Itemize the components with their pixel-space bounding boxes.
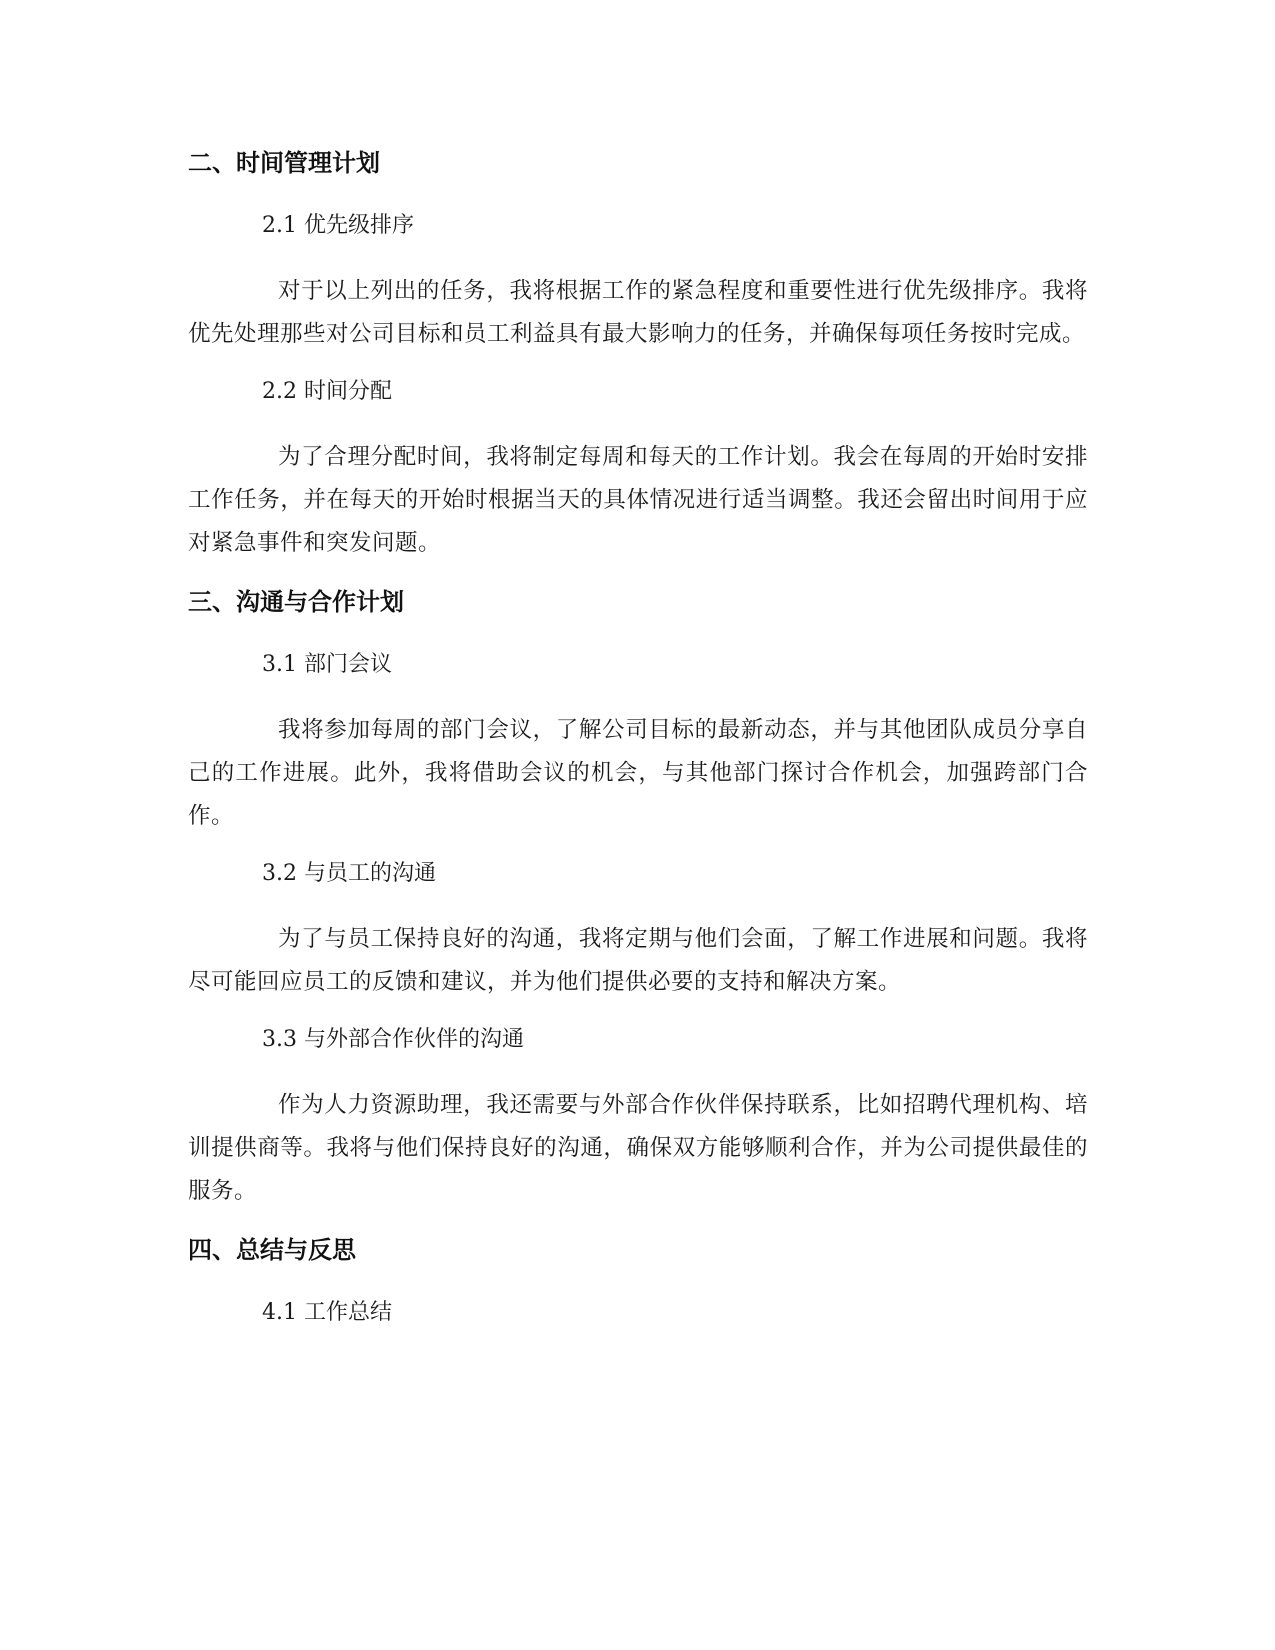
subheading-2-1: 2.1 优先级排序 xyxy=(262,213,414,238)
paragraph-2-2: 为了合理分配时间，我将制定每周和每天的工作计划。我会在每周的开始时安排工作任务，并在每天的开始时根据当天的具体情况进行适当调整。我还会留出时间用于应对紧急事件和突发问题。 xyxy=(188,444,1088,556)
subheading-4-1: 4.1 工作总结 xyxy=(262,1300,392,1325)
section-heading-time-management: 二、时间管理计划 xyxy=(188,149,380,177)
paragraph-3-3: 作为人力资源助理，我还需要与外部合作伙伴保持联系，比如招聘代理机构、培训提供商等。我将与他们保持良好的沟通，确保双方能够顺利合作，并为公司提供最佳的服务。 xyxy=(188,1092,1088,1204)
section-heading-summary: 四、总结与反思 xyxy=(188,1236,356,1264)
paragraph-3-1: 我将参加每周的部门会议，了解公司目标的最新动态，并与其他团队成员分享自己的工作进展。此外，我将借助会议的机会，与其他部门探讨合作机会，加强跨部门合作。 xyxy=(188,717,1088,829)
document-body xyxy=(188,146,1088,1357)
section-heading-communication: 三、沟通与合作计划 xyxy=(188,588,404,616)
paragraph-2-1: 对于以上列出的任务，我将根据工作的紧急程度和重要性进行优先级排序。我将优先处理那些对公司目标和员工利益具有最大影响力的任务，并确保每项任务按时完成。 xyxy=(188,278,1088,347)
paragraph-3-2: 为了与员工保持良好的沟通，我将定期与他们会面，了解工作进展和问题。我将尽可能回应员工的反馈和建议，并为他们提供必要的支持和解决方案。 xyxy=(188,926,1088,995)
subheading-3-1: 3.1 部门会议 xyxy=(262,652,392,677)
subheading-3-3: 3.3 与外部合作伙伴的沟通 xyxy=(262,1027,524,1052)
subheading-2-2: 2.2 时间分配 xyxy=(262,379,392,404)
subheading-3-2: 3.2 与员工的沟通 xyxy=(262,861,436,886)
